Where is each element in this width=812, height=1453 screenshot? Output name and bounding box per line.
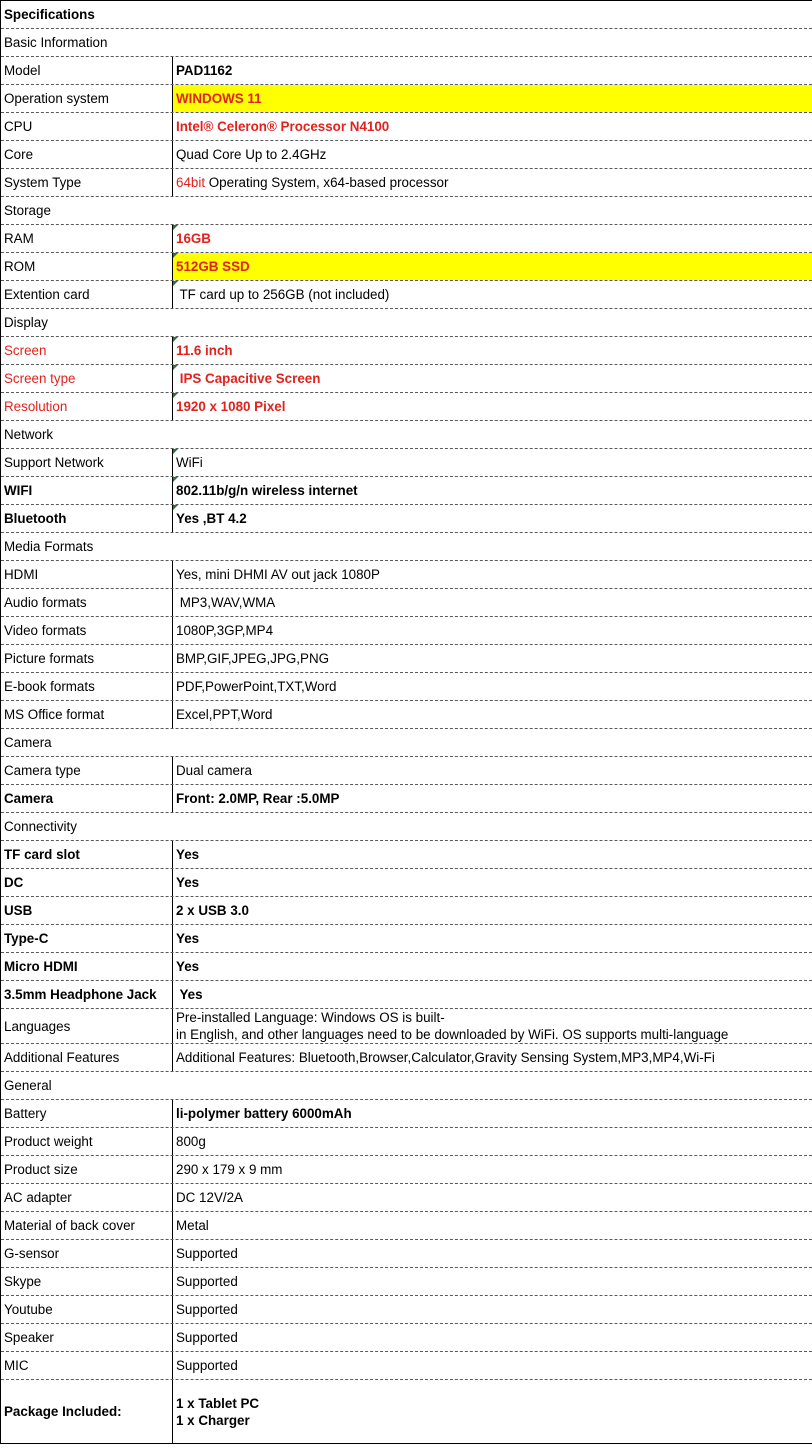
spec-label: Model (1, 57, 173, 84)
spec-row-weight (1, 1128, 812, 1156)
spec-label: CPU (1, 113, 173, 140)
spec-row-headphone-jack (1, 981, 812, 1009)
spec-row-ram (1, 225, 812, 253)
spec-value: 800g (176, 1134, 206, 1149)
spec-value: PDF,PowerPoint,TXT,Word (176, 679, 337, 694)
spec-row-camera (1, 785, 812, 813)
spec-value: Intel® Celeron® Processor N4100 (176, 119, 390, 134)
spec-row-screen-type (1, 365, 812, 393)
spec-label: USB (1, 897, 173, 924)
spec-value: Yes (176, 875, 200, 890)
section-heading: Display (4, 315, 48, 330)
spec-value: Quad Core Up to 2.4GHz (176, 147, 327, 162)
spec-value-line: 1 x Charger (176, 1412, 250, 1428)
comment-marker (173, 337, 178, 342)
spec-row-battery (1, 1100, 812, 1128)
spec-value: 2 x USB 3.0 (176, 903, 249, 918)
spec-value (173, 505, 812, 532)
spec-value: Yes, mini DHMI AV out jack 1080P (176, 567, 380, 582)
spec-value: li-polymer battery 6000mAh (176, 1106, 352, 1121)
spec-row-system-type (1, 169, 812, 197)
spec-label: Speaker (1, 1324, 173, 1351)
spec-row-languages (1, 1009, 812, 1044)
spec-label: Product weight (1, 1128, 173, 1155)
spec-row-hdmi (1, 561, 812, 589)
spec-label: Screen (1, 337, 173, 364)
spec-value (173, 225, 812, 252)
spec-value: Yes (176, 931, 200, 946)
spec-value-text: 512GB SSD (176, 259, 250, 274)
comment-marker (173, 449, 178, 454)
spec-value-highlight: 64bit (176, 175, 206, 190)
spec-row-adapter (1, 1184, 812, 1212)
spec-value: BMP,GIF,JPEG,JPG,PNG (176, 651, 330, 666)
spec-row-ebook (1, 673, 812, 701)
spec-value (173, 477, 812, 504)
spec-value (173, 1380, 812, 1443)
spec-row-rom (1, 253, 812, 281)
spec-value (173, 449, 812, 476)
section-row-storage (1, 197, 812, 225)
spec-row-core (1, 141, 812, 169)
spec-value: Yes (176, 959, 200, 974)
spec-row-package (1, 1380, 812, 1444)
spec-row-office (1, 701, 812, 729)
spec-row-additional-features (1, 1044, 812, 1072)
spec-label: Micro HDMI (1, 953, 173, 980)
spec-label: RAM (1, 225, 173, 252)
spec-row-micro-hdmi (1, 953, 812, 981)
spec-value: Excel,PPT,Word (176, 707, 273, 722)
spec-label: MS Office format (1, 701, 173, 728)
spec-row-dc (1, 869, 812, 897)
spec-row-screen (1, 337, 812, 365)
spec-value: Supported (176, 1246, 238, 1261)
section-heading: General (4, 1078, 52, 1093)
spec-label: Bluetooth (1, 505, 173, 532)
spec-row-wifi (1, 477, 812, 505)
spec-label: Languages (1, 1009, 173, 1043)
spec-label: Operation system (1, 85, 173, 112)
spec-row-model (1, 57, 812, 85)
spec-value: Metal (176, 1218, 209, 1233)
spec-label: HDMI (1, 561, 173, 588)
spec-row-size (1, 1156, 812, 1184)
spec-row-bluetooth (1, 505, 812, 533)
section-row-network (1, 421, 812, 449)
spec-label: Product size (1, 1156, 173, 1183)
spec-row-g-sensor (1, 1240, 812, 1268)
spec-value-line: in English, and other languages need to be downloaded by WiFi. OS supports multi-language (176, 1027, 729, 1042)
spec-value (173, 365, 812, 392)
table-title-row (1, 0, 812, 29)
spec-value: PAD1162 (176, 63, 233, 78)
spec-row-cpu (1, 113, 812, 141)
spec-label: Extention card (1, 281, 173, 308)
spec-label: Skype (1, 1268, 173, 1295)
spec-row-material (1, 1212, 812, 1240)
spec-value: Yes (176, 847, 200, 862)
spec-row-resolution (1, 393, 812, 421)
spec-value: MP3,WAV,WMA (176, 595, 276, 610)
section-row-display (1, 309, 812, 337)
spec-value (173, 393, 812, 420)
section-heading: Storage (4, 203, 51, 218)
section-heading: Connectivity (4, 819, 77, 834)
spec-label: Camera type (1, 757, 173, 784)
section-heading: Camera (4, 735, 52, 750)
spec-row-mic (1, 1352, 812, 1380)
spec-row-usb (1, 897, 812, 925)
spec-value (173, 169, 812, 196)
spec-value-text: TF card up to 256GB (not included) (176, 287, 390, 302)
spec-row-type-c (1, 925, 812, 953)
section-row-media (1, 533, 812, 561)
spec-label: Video formats (1, 617, 173, 644)
spec-label: ROM (1, 253, 173, 280)
spec-label: System Type (1, 169, 173, 196)
spec-label: Type-C (1, 925, 173, 952)
comment-marker (173, 253, 178, 258)
spec-row-os (1, 85, 812, 113)
spec-value (173, 253, 812, 280)
spec-label: Material of back cover (1, 1212, 173, 1239)
comment-marker (173, 225, 178, 230)
spec-value-text: Yes ,BT 4.2 (176, 511, 247, 526)
spec-row-camera-type (1, 757, 812, 785)
spec-value-text: 1920 x 1080 Pixel (176, 399, 286, 414)
comment-marker (173, 505, 178, 510)
spec-label: Screen type (1, 365, 173, 392)
table-title: Specifications (4, 7, 95, 22)
spec-value-line: Pre-installed Language: Windows OS is built- (176, 1010, 445, 1025)
spec-row-video (1, 617, 812, 645)
spec-label: Additional Features (1, 1044, 173, 1071)
spec-row-extention-card (1, 281, 812, 309)
spec-row-audio (1, 589, 812, 617)
spec-label: Youtube (1, 1296, 173, 1323)
spec-value-text: 11.6 inch (176, 343, 233, 358)
spec-value: DC 12V/2A (176, 1190, 243, 1205)
spec-row-skype (1, 1268, 812, 1296)
spec-label: TF card slot (1, 841, 173, 868)
spec-label: Camera (1, 785, 173, 812)
spec-row-speaker (1, 1324, 812, 1352)
spec-value: Dual camera (176, 763, 252, 778)
spec-value-text: 16GB (176, 231, 211, 246)
spec-label: DC (1, 869, 173, 896)
spec-value: 290 x 179 x 9 mm (176, 1162, 283, 1177)
spec-value-text: 802.11b/g/n wireless internet (176, 483, 358, 498)
section-row-connectivity (1, 813, 812, 841)
spec-label: Core (1, 141, 173, 168)
section-heading: Media Formats (4, 539, 94, 554)
spec-row-youtube (1, 1296, 812, 1324)
spec-value: Yes (176, 987, 203, 1002)
spec-label: 3.5mm Headphone Jack (1, 981, 173, 1008)
comment-marker (173, 281, 178, 286)
section-row-camera (1, 729, 812, 757)
spec-value-rest: Operating System, x64-based processor (205, 175, 449, 190)
spec-value: Supported (176, 1302, 238, 1317)
spec-label: Picture formats (1, 645, 173, 672)
section-row-general (1, 1072, 812, 1100)
spec-label: Audio formats (1, 589, 173, 616)
comment-marker (173, 477, 178, 482)
spec-value: Supported (176, 1274, 238, 1289)
spec-row-picture (1, 645, 812, 673)
spec-value-text: WiFi (176, 455, 203, 470)
spec-row-tf-slot (1, 841, 812, 869)
spec-value (173, 337, 812, 364)
spec-value: Front: 2.0MP, Rear :5.0MP (176, 791, 340, 806)
spec-label: Resolution (1, 393, 173, 420)
spec-label: WIFI (1, 477, 173, 504)
section-heading: Basic Information (4, 35, 108, 50)
spec-label: E-book formats (1, 673, 173, 700)
section-heading: Network (4, 427, 54, 442)
spec-label: Battery (1, 1100, 173, 1127)
spec-label: MIC (1, 1352, 173, 1379)
spec-label: Package Included: (1, 1380, 173, 1443)
spec-value: Supported (176, 1330, 238, 1345)
comment-marker (173, 365, 178, 370)
section-row-basic (1, 29, 812, 57)
spec-value: 1080P,3GP,MP4 (176, 623, 274, 638)
spec-value (173, 281, 812, 308)
spec-value-text: IPS Capacitive Screen (176, 371, 321, 386)
comment-marker (173, 393, 178, 398)
spec-value (173, 1009, 812, 1043)
spec-row-support-network (1, 449, 812, 477)
spec-value: Supported (176, 1358, 238, 1373)
spec-label: AC adapter (1, 1184, 173, 1211)
spec-label: Support Network (1, 449, 173, 476)
spec-value-line: 1 x Tablet PC (176, 1395, 260, 1411)
spec-label: G-sensor (1, 1240, 173, 1267)
spec-value: WINDOWS 11 (173, 85, 812, 112)
spec-value: Additional Features: Bluetooth,Browser,Calculator,Gravity Sensing System,MP3,MP4,Wi-Fi (176, 1050, 715, 1065)
